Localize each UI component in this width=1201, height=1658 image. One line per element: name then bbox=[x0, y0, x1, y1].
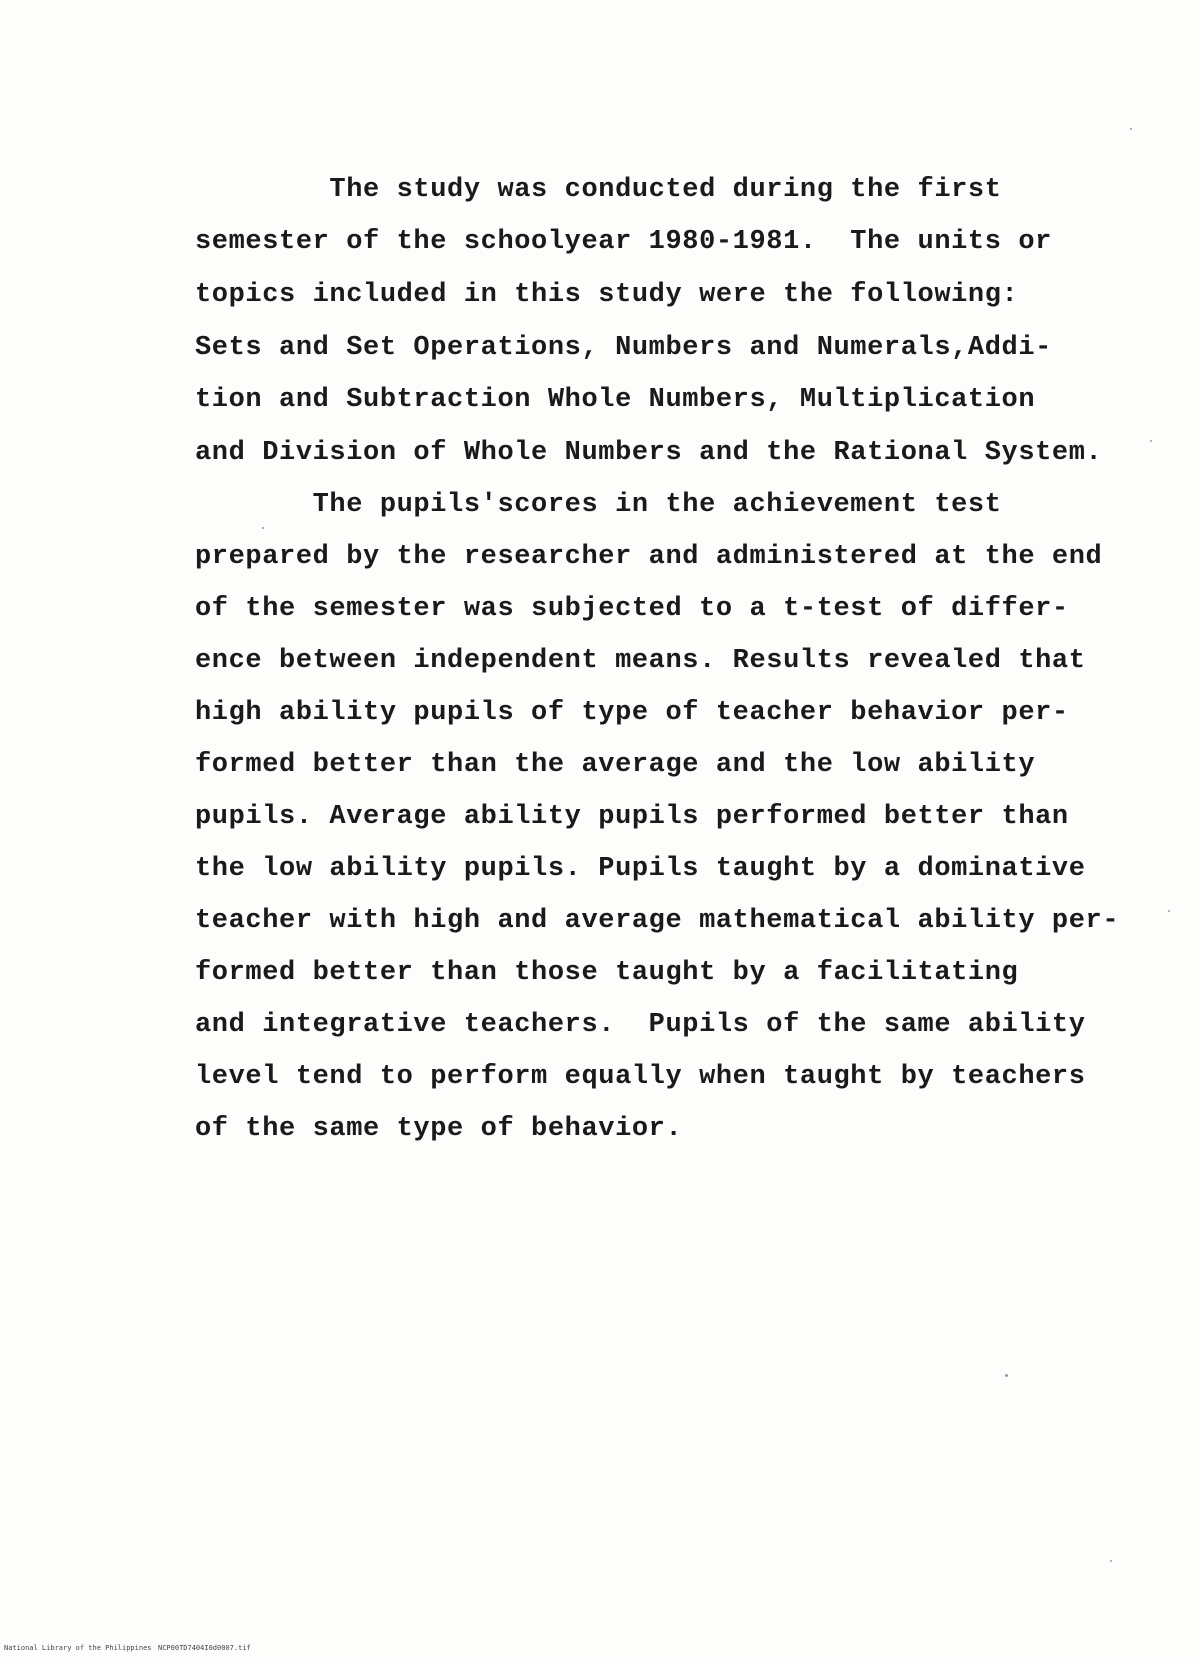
text-line: pupils. Average ability pupils performed better than bbox=[195, 802, 1069, 832]
text-line: high ability pupils of type of teacher behavior per- bbox=[195, 698, 1069, 728]
footer-file-id: NCP00TD7404I0d0007.tif bbox=[158, 1644, 251, 1652]
text-line: formed better than the average and the low ability bbox=[195, 750, 1036, 780]
text-line: The study was conducted during the first bbox=[195, 175, 1002, 205]
scan-speck bbox=[1110, 1560, 1112, 1562]
text-line: tion and Subtraction Whole Numbers, Multiplication bbox=[195, 385, 1036, 415]
text-line: and integrative teachers. Pupils of the same ability bbox=[195, 1010, 1086, 1040]
text-line: topics included in this study were the following: bbox=[195, 280, 1019, 310]
scan-speck bbox=[262, 527, 264, 529]
text-line: prepared by the researcher and administered at the end bbox=[195, 542, 1103, 572]
scan-speck bbox=[1150, 440, 1152, 442]
text-line: the low ability pupils. Pupils taught by a dominative bbox=[195, 854, 1086, 884]
text-line: of the same type of behavior. bbox=[195, 1114, 683, 1144]
text-line: Sets and Set Operations, Numbers and Numerals,Addi- bbox=[195, 333, 1052, 363]
text-line: and Division of Whole Numbers and the Rational System. bbox=[195, 438, 1103, 468]
text-line: of the semester was subjected to a t-test of differ- bbox=[195, 594, 1069, 624]
text-line: formed better than those taught by a facilitating bbox=[195, 958, 1019, 988]
scan-speck bbox=[1130, 128, 1132, 130]
text-line: semester of the schoolyear 1980-1981. The units or bbox=[195, 227, 1052, 257]
footer-library-credit: National Library of the Philippines bbox=[4, 1644, 152, 1652]
scan-speck bbox=[1005, 1374, 1008, 1377]
text-line: teacher with high and average mathematical ability per- bbox=[195, 906, 1120, 936]
scan-speck bbox=[1168, 910, 1170, 912]
text-line: The pupils'scores in the achievement test bbox=[195, 490, 1002, 520]
text-line: level tend to perform equally when taught by teachers bbox=[195, 1062, 1086, 1092]
text-line: ence between independent means. Results revealed that bbox=[195, 646, 1086, 676]
